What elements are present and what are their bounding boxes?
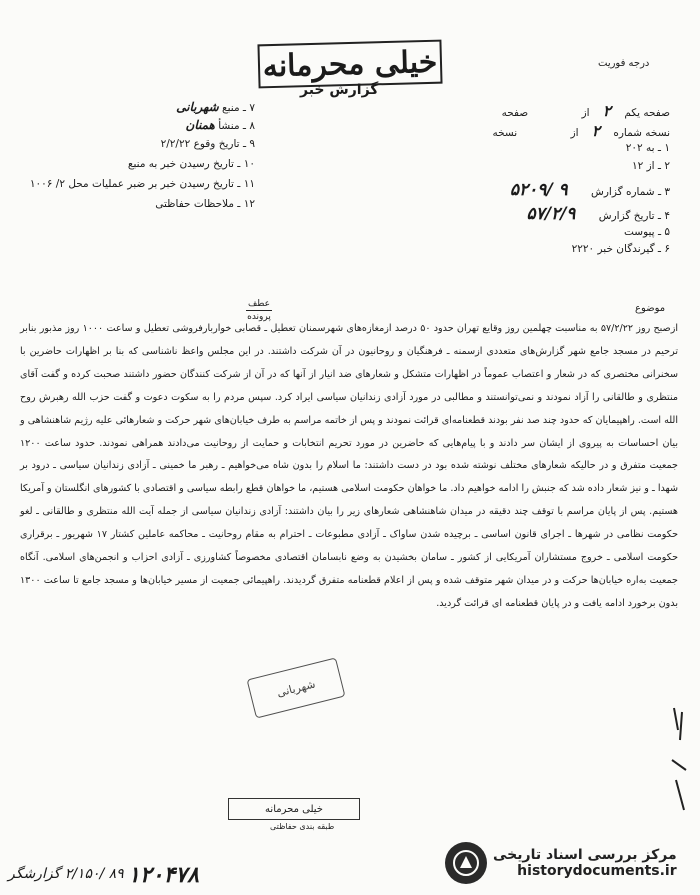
report-subtitle: گزارش خبر: [300, 82, 379, 98]
reference-atf: عطف: [247, 299, 271, 309]
field-from: ۲ ـ از ۱۲: [631, 160, 670, 172]
police-seal-stamp: شهربانی: [247, 657, 346, 718]
field-source: ۷ ـ منبع شهربانی: [176, 100, 255, 114]
field-attachment: ۵ ـ پیوست: [623, 226, 670, 238]
subject-label: موضوع: [635, 303, 666, 314]
file-number: ۱۲۰۴۷۸: [128, 862, 199, 888]
archive-logo-icon: [445, 842, 487, 884]
report-body: ازصبح روز ۵۷/۲/۲۲ به مناسبت چهلمین روز وقایع تهران حدود ۵۰ درصد ازمغازه‌های شهرسمنان تعطیل ـ قصابی خواربارفروشی تعطیل و ساعت ۱۰۰۰ روز مذبور بنابر ترحیم در مسجد جامع شهر گزارش‌های متعددی ازسمنه ـ فرهنگیان و روحانیون در آن شرکت داشتند. در این مجلس واعظ ناشناسی که بنا بر اظهارات حاضرین با سخنرانی مختصری که در شعار و اعتصاب عموماً در اظهارات متشکل و شعارهای ضد انیار از آنها که در آن از شرکت کنندگان حضور داشتند صحبت کرده و گفت آقای منتظری و طالقانی را آزاد نمودند و نمی‌توانستند و مطالبی در مورد آزادی زندانیان سیاسی ایراد کرد. سپس مردم را به سکوت دعوت و گفت حزب الله رهبرش روح الله است. راهپیمایان که حدود چند صد نفر بودند قطعنامه‌ای قرائت نمودند و پس از خاتمه مراسم به طرف خیابان‌های شهر حرکت و شعارهائی علیه رژیم شاهنشاهی و بیان احساسات به پیروی از ایشان سر دادند و با پیام‌هایی که حاضرین در مورد تحریم انتخابات و حمایت از روحانیت می‌دادند همراهی نمودند. حدود ساعت ۱۲۰۰ جمعیت متفرق و در حالیکه شعارهای مختلف نوشته شده بود در دست داشتند: ما اسلام را بدون شاه می‌خواهیم ـ رهبر ما خمینی ـ آزادی زندانیان سیاسی ـ درود بر شهدا ـ و نیز شعار داده شد که جنبش را ادامه خواهیم داد. ما خواهان حکومت اسلامی هستیم، ما خواهان قطع رابطه سیاسی و اقتصادی با کشورهای انگلستان و آمریکا هستیم. پس از پایان مراسم با توقف چند دقیقه در میدان شاهنشاهی شعارهای زیر را بیان داشتند: آزادی زندانیان سیاسی از جمله آیت الله منتظری و طالقانی ـ لغو حکومت نظامی در شهرها ـ اجرای قانون اساسی ـ برچیده شدن ساواک ـ آزادی مطبوعات ـ احترام به مقام روحانیت ـ محاکمه عاملین کشتار ۱۷ شهریور ـ برقراری حکومت اسلامی ـ خروج مستشاران آمریکایی از کشور ـ سامان بخشیدن به وضع نابسامان اقتصادی مخصوصاً کشاورزی ـ آزادی احزاب و انجمن‌های اسلامی. آنگاه جمعیت به‌اره خیابان‌ها حرکت و در میدان شهر متوقف شده و پس از اعلام قطعنامه متفرق گردیدند. راهپیمائی جمعیت از مسیر خیابان‌ها و مسجد جامع تا ساعت ۱۳۰۰ بدون برخورد ادامه یافت و در پایان قطعنامه ای قرائت گردید.: [20, 323, 679, 609]
reference-file: پرونده: [247, 312, 271, 322]
field-report-date: ۴ ـ تاریخ گزارش ۵۷/۲/۹: [526, 204, 670, 224]
classification-title: خیلی محرمانه: [262, 44, 438, 84]
field-recipients: ۶ ـ گیرندگان خبر ۲۲۲۰: [571, 243, 670, 255]
watermark-title: مرکز بررسی اسناد تاریخی: [493, 847, 677, 863]
watermark-url[interactable]: historydocuments.ir: [517, 863, 677, 879]
field-security-notes: ۱۲ ـ ملاحظات حفاظتی: [155, 198, 255, 210]
field-origin: ۸ ـ منشأ همنان: [185, 118, 255, 132]
field-operations-date: ۱۱ ـ تاریخ رسیدن خبر بر ضبر عملیات محل ۲/ ۱۰۰۶: [29, 178, 255, 190]
field-occurrence-date: ۹ ـ تاریخ وقوع ۲/۲/۲۲: [160, 138, 255, 150]
urgency-label: درجه فوریت: [598, 58, 650, 69]
margin-scribble-icon: [668, 700, 692, 820]
field-report-number: ۳ ـ شماره گزارش ۹ /۵۲۰۹: [509, 180, 670, 200]
field-page-of: صفحه یکم ۲ از صفحه: [501, 102, 670, 120]
security-classification-label: طبقه بندی حفاظتی: [270, 822, 335, 831]
corner-handwritten-note: ۸۹ /۲/۱۵۰ گزارشگر: [8, 866, 124, 882]
field-copy-of: نسخه شماره ۲ از نسخه: [492, 122, 670, 140]
field-received-date: ۱۰ ـ تاریخ رسیدن خبر به منبع: [127, 158, 255, 170]
bottom-classification-stamp: خیلی محرمانه: [228, 798, 360, 820]
watermark: [445, 837, 695, 889]
field-to: ۱ ـ به ۲۰۲: [625, 142, 670, 154]
